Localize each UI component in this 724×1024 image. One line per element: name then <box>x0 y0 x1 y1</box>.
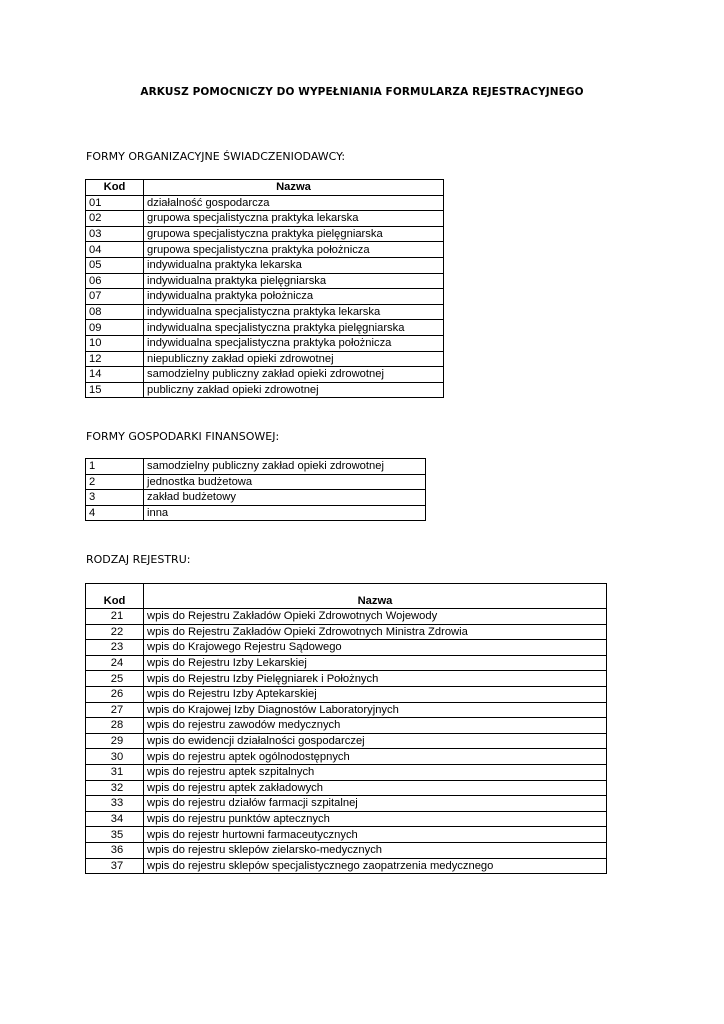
table-row <box>86 382 444 398</box>
table-row <box>86 624 607 640</box>
row-code: 07 <box>86 289 144 305</box>
row-name: wpis do rejestru zawodów medycznych <box>144 718 607 734</box>
page-title: ARKUSZ POMOCNICZY DO WYPEŁNIANIA FORMULARZA REJESTRACYJNEGO <box>140 86 584 98</box>
row-name: wpis do rejestr hurtowni farmaceutycznych <box>144 827 607 843</box>
row-name: wpis do Krajowej Izby Diagnostów Laboratoryjnych <box>144 702 607 718</box>
row-name: działalność gospodarcza <box>144 195 444 211</box>
row-name: wpis do rejestru punktów aptecznych <box>144 811 607 827</box>
row-code: 36 <box>86 842 144 858</box>
row-name: indywidualna specjalistyczna praktyka pielęgniarska <box>144 320 444 336</box>
row-name: grupowa specjalistyczna praktyka położnicza <box>144 242 444 258</box>
row-name: wpis do rejestru aptek zakładowych <box>144 780 607 796</box>
row-name: samodzielny publiczny zakład opieki zdrowotnej <box>144 367 444 383</box>
table-row <box>86 304 444 320</box>
row-name: wpis do rejestru aptek ogólnodostępnych <box>144 749 607 765</box>
table-row <box>86 609 607 625</box>
table-row <box>86 351 444 367</box>
row-name: indywidualna praktyka położnicza <box>144 289 444 305</box>
row-code: 10 <box>86 335 144 351</box>
row-code: 3 <box>86 490 144 506</box>
row-name: wpis do Krajowego Rejestru Sądowego <box>144 640 607 656</box>
table-row <box>86 226 444 242</box>
table-row <box>86 858 607 874</box>
table-row <box>86 320 444 336</box>
row-code: 23 <box>86 640 144 656</box>
table-row <box>86 780 607 796</box>
row-name: grupowa specjalistyczna praktyka pielęgniarska <box>144 226 444 242</box>
row-name: wpis do rejestru aptek szpitalnych <box>144 764 607 780</box>
row-code: 25 <box>86 671 144 687</box>
registry-heading: RODZAJ REJESTRU: <box>86 553 191 566</box>
row-code: 02 <box>86 211 144 227</box>
forms-org-heading: FORMY ORGANIZACYJNE ŚWIADCZENIODAWCY: <box>86 150 346 163</box>
row-code: 27 <box>86 702 144 718</box>
table-row <box>86 702 607 718</box>
table-row <box>86 686 607 702</box>
row-name: indywidualna praktyka lekarska <box>144 257 444 273</box>
table-row <box>86 490 426 506</box>
row-name: niepubliczny zakład opieki zdrowotnej <box>144 351 444 367</box>
row-code: 04 <box>86 242 144 258</box>
col-name-header: Nazwa <box>144 180 444 196</box>
row-name: wpis do rejestru sklepów zielarsko-medycznych <box>144 842 607 858</box>
table-row <box>86 764 607 780</box>
table-row <box>86 640 607 656</box>
row-code: 03 <box>86 226 144 242</box>
row-name: wpis do Rejestru Izby Pielęgniarek i Położnych <box>144 671 607 687</box>
row-code: 34 <box>86 811 144 827</box>
row-name: wpis do ewidencji działalności gospodarczej <box>144 733 607 749</box>
row-name: wpis do rejestru działów farmacji szpitalnej <box>144 796 607 812</box>
row-name: inna <box>144 505 426 521</box>
row-code: 21 <box>86 609 144 625</box>
row-code: 32 <box>86 780 144 796</box>
row-name: wpis do Rejestru Zakładów Opieki Zdrowotnych Ministra Zdrowia <box>144 624 607 640</box>
table-header-row <box>86 584 607 609</box>
table-row <box>86 242 444 258</box>
table-row <box>86 718 607 734</box>
table-row <box>86 335 444 351</box>
table-row <box>86 459 426 475</box>
row-name: indywidualna specjalistyczna praktyka położnicza <box>144 335 444 351</box>
table-row <box>86 195 444 211</box>
row-name: indywidualna specjalistyczna praktyka lekarska <box>144 304 444 320</box>
row-code: 30 <box>86 749 144 765</box>
row-code: 22 <box>86 624 144 640</box>
row-name: samodzielny publiczny zakład opieki zdrowotnej <box>144 459 426 475</box>
forms-fin-table <box>85 458 426 521</box>
table-row <box>86 257 444 273</box>
col-code-header: Kod <box>86 180 144 196</box>
row-code: 1 <box>86 459 144 475</box>
row-name: wpis do Rejestru Zakładów Opieki Zdrowotnych Wojewody <box>144 609 607 625</box>
table-row <box>86 796 607 812</box>
table-row <box>86 671 607 687</box>
row-code: 15 <box>86 382 144 398</box>
row-code: 35 <box>86 827 144 843</box>
row-code: 37 <box>86 858 144 874</box>
row-code: 26 <box>86 686 144 702</box>
forms-fin-heading: FORMY GOSPODARKI FINANSOWEJ: <box>86 430 280 443</box>
row-name: wpis do rejestru sklepów specjalistycznego zaopatrzenia medycznego <box>144 858 607 874</box>
row-name: wpis do Rejestru Izby Lekarskiej <box>144 655 607 671</box>
row-code: 08 <box>86 304 144 320</box>
row-name: jednostka budżetowa <box>144 474 426 490</box>
row-name: zakład budżetowy <box>144 490 426 506</box>
table-row <box>86 367 444 383</box>
table-row <box>86 733 607 749</box>
table-row <box>86 842 607 858</box>
row-code: 29 <box>86 733 144 749</box>
row-code: 2 <box>86 474 144 490</box>
row-code: 31 <box>86 764 144 780</box>
row-name: publiczny zakład opieki zdrowotnej <box>144 382 444 398</box>
col-code-header: Kod <box>86 584 144 609</box>
row-code: 14 <box>86 367 144 383</box>
table-row <box>86 211 444 227</box>
row-code: 4 <box>86 505 144 521</box>
row-code: 01 <box>86 195 144 211</box>
table-row <box>86 474 426 490</box>
table-row <box>86 811 607 827</box>
row-code: 24 <box>86 655 144 671</box>
row-name: wpis do Rejestru Izby Aptekarskiej <box>144 686 607 702</box>
row-code: 28 <box>86 718 144 734</box>
row-code: 05 <box>86 257 144 273</box>
table-row <box>86 749 607 765</box>
table-row <box>86 289 444 305</box>
row-code: 06 <box>86 273 144 289</box>
row-code: 33 <box>86 796 144 812</box>
table-row <box>86 827 607 843</box>
registry-table <box>85 583 607 874</box>
table-row <box>86 655 607 671</box>
row-name: grupowa specjalistyczna praktyka lekarska <box>144 211 444 227</box>
row-name: indywidualna praktyka pielęgniarska <box>144 273 444 289</box>
table-row <box>86 273 444 289</box>
row-code: 09 <box>86 320 144 336</box>
table-header-row <box>86 180 444 196</box>
forms-org-table <box>85 179 444 398</box>
row-code: 12 <box>86 351 144 367</box>
col-name-header: Nazwa <box>144 584 607 609</box>
table-row <box>86 505 426 521</box>
